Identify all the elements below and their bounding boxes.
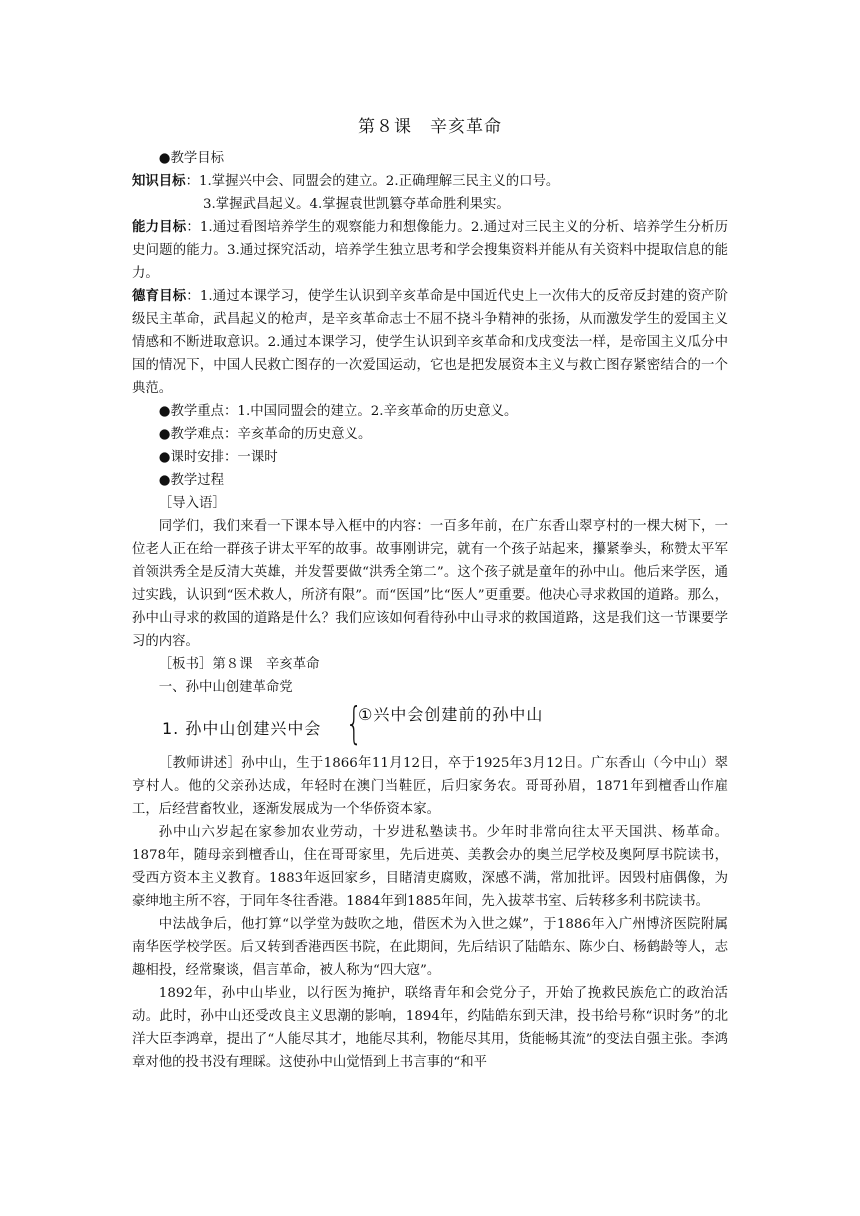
knowledge-goals — [132, 170, 728, 193]
teaching-process: ●教学过程 — [158, 473, 225, 488]
board-label: ［板书］第８课 辛亥革命 — [158, 657, 320, 672]
teacher-narration: ［教师讲述］孙中山，生于1866年11月12日，卒于1925年3月12日。广东香山（今中山）翠亨村人。他的父亲孙达成，年轻时在澳门当鞋匠，后归家务农。哥哥孙眉，1871年到檀香山作雇工，后经营畜牧业，逐渐发展成为一个华侨资本家。 — [132, 756, 728, 817]
moral-goals-text: ：1.通过本课学习，使学生认识到辛亥革命是中国近代史上一次伟大的反帝反封建的资产阶级民主革命，武昌起义的枪声，是辛亥革命志士不屈不挠斗争精神的张扬，从而激发学生的爱国主义情感和不断进取意识。2.通过本课学习，使学生认识到辛亥革命和戊戌变法一样，是帝国主义瓜分中国的情况下，中国人民救亡图存的一次爱国运动，它也是把发展资本主义与救亡图存紧密结合的一个典范。 — [132, 289, 729, 396]
moral-goals — [132, 285, 728, 400]
intro-text: 同学们，我们来看一下课本导入框中的内容：一百多年前，在广东香山翠亨村的一棵大树下，一位老人正在给一群孩子讲太平军的故事。故事刚讲完，就有一个孩子站起来，攥紧拳头，称赞太平军首领洪秀全是反清大英雄，并发誓要做“洪秀全第二”。这个孩子就是童年的孙中山。他后来学医，通过实践，认识到“医术救人，所济有限”。而“医国”比“医人”更重要。他决心寻求救国的道路。那么，孙中山寻求的救国的道路是什么？我们应该如何看待孙中山寻求的救国道路，这是我们这一节课要学习的内容。 — [132, 519, 728, 649]
intro-label: ［导入语］ — [158, 496, 226, 511]
knowledge-goals-label: 知识目标 — [132, 173, 186, 189]
class-schedule: ●课时安排：一课时 — [158, 450, 278, 465]
teaching-goals-heading: ●教学目标 — [158, 151, 225, 166]
board-item-left: 1. 孙中山创建兴中会 — [162, 719, 322, 738]
paragraph-medical-study: 中法战争后，他打算“以学堂为鼓吹之地，借医术为入世之媒”，于1886年入广州博济医院附属南华医学校学医。后又转到香港西医书院，在此期间，先后结识了陆皓东、陈少白、杨鹤龄等人，志趣相投，经常聚谈，倡言革命，被人称为“四大寇”。 — [132, 917, 728, 978]
ability-goals — [132, 216, 728, 285]
knowledge-goals-line2: 3.掌握武昌起义。4.掌握袁世凯篡夺革命胜利果实。 — [203, 197, 510, 212]
board-outline-figure — [132, 698, 728, 749]
teaching-key-point: ●教学重点：1.中国同盟会的建立。2.辛亥革命的历史意义。 — [158, 404, 518, 419]
lesson-title: 第８课 辛亥革命 — [358, 117, 502, 137]
teaching-difficulty: ●教学难点：辛亥革命的历史意义。 — [158, 427, 372, 442]
ability-goals-label: 能力目标 — [132, 219, 187, 235]
paragraph-youth: 孙中山六岁起在家参加农业劳动，十岁进私塾读书。少年时非常向往太平天国洪、杨革命。1878年，随母亲到檀香山，住在哥哥家里，先后进英、美教会办的奥兰尼学校及奥阿厚书院读书，受西方资本主义教育。1883年返回家乡，目睹清吏腐败，深感不满，常加批评。因毁村庙偶像，为豪绅地主所不容，于同年冬往香港。1884年到1885年间，先入拔萃书室、后转移多利书院读书。 — [132, 825, 728, 909]
board-item-right: ①兴中会创建前的孙中山 — [358, 705, 544, 724]
paragraph-1892: 1892年，孙中山毕业，以行医为掩护，联络青年和会党分子，开始了挽救民族危亡的政治活动。此时，孙中山还受改良主义思潮的影响，1894年，约陆皓东到天津，投书给号称“识时务”的北洋大臣李鸿章，提出了“人能尽其才，地能尽其利，物能尽其用，货能畅其流”的变法自强主张。李鸿章对他的投书没有理睬。这使孙中山觉悟到上书言事的“和平 — [132, 986, 728, 1070]
document-page — [132, 112, 728, 1074]
brace-icon: { — [345, 698, 363, 749]
section-heading: 一、孙中山创建革命党 — [158, 680, 293, 695]
knowledge-goals-line1: ：1.掌握兴中会、同盟会的建立。2.正确理解三民主义的口号。 — [185, 174, 560, 189]
ability-goals-text: ：1.通过看图培养学生的观察能力和想像能力。2.通过对三民主义的分析、培养学生分析历史问题的能力。3.通过探究活动，培养学生独立思考和学会搜集资料并能从有关资料中提取信息的能力。 — [132, 220, 728, 281]
moral-goals-label: 德育目标 — [132, 288, 187, 304]
